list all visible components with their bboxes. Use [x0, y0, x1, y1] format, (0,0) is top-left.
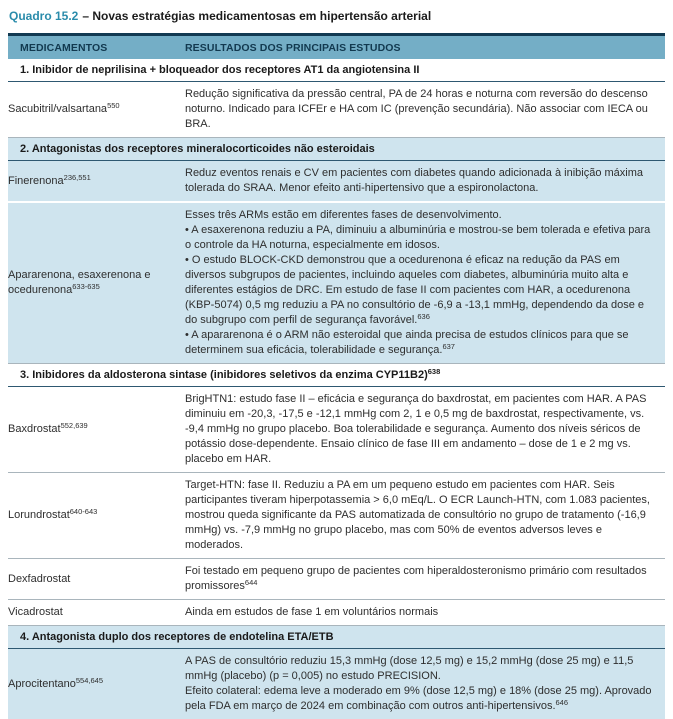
table-body — [8, 59, 665, 719]
drug-result: Target-HTN: fase II. Reduziu a PA em um pequeno estudo em pacientes com HAR. Seis participantes tiveram hiperpotassemia > 6,0 mEq/L. O ECR Launch-HTN, com 1.083 pacientes, mostrou queda significante da PAS automatizada de consultório no grupo de tratamento (-16,9 mmHg) vs. -7,9 mmHg no grupo placebo, mas com 50% de eventos adversos leves e moderados. — [185, 473, 665, 559]
drug-name: Sacubitril/valsartana$^{550}$ — [8, 82, 185, 138]
drug-name: Aprocitentano$^{554,645}$ — [8, 649, 185, 719]
table-header — [8, 35, 665, 60]
drug-result: Reduz eventos renais e CV em pacientes com diabetes quando adicionada à inibição máxima tolerada do SRAA. Menor efeito anti-hipertensivo que a espironolactona. — [185, 161, 665, 203]
drug-result: Ainda em estudos de fase 1 em voluntários normais — [185, 600, 665, 626]
section-title: 3. Inibidores da aldosterona sintase (inibidores seletivos da enzima CYP11B2)$^{638}$ — [8, 364, 665, 387]
table-row — [8, 473, 665, 559]
drug-name: Baxdrostat$^{552,639}$ — [8, 387, 185, 473]
table-row — [8, 387, 665, 473]
drug-strategies-table — [8, 33, 665, 719]
column-header-resultados: RESULTADOS DOS PRINCIPAIS ESTUDOS — [185, 35, 665, 60]
table-row — [8, 559, 665, 600]
drug-result: Foi testado em pequeno grupo de pacientes com hiperaldosteronismo primário com resultados promissores$^{644}$ — [185, 559, 665, 600]
drug-result: A PAS de consultório reduziu 15,3 mmHg (dose 12,5 mg) e 15,2 mmHg (dose 25 mg) e 11,5 mmHg (placebo) (p = 0,005) no estudo PRECISION. Efeito colateral: edema leve a moderado em 9% (dose 12,5 mg) e 18% (dose 25 mg). Aprovado pela FDA em março de 2024 em combinação com outros anti-hipertensivos.$^{646}$ — [185, 649, 665, 719]
column-header-medicamentos: MEDICAMENTOS — [8, 35, 185, 60]
table-row — [8, 82, 665, 138]
table-title-text: – Novas estratégias medicamentosas em hipertensão arterial — [82, 9, 431, 23]
drug-name: Dexfadrostat — [8, 559, 185, 600]
section-title: 2. Antagonistas dos receptores mineralocorticoides não esteroidais — [8, 138, 665, 161]
table-row — [8, 202, 665, 364]
drug-result: BrigHTN1: estudo fase II – eficácia e segurança do baxdrostat, em pacientes com HAR. A PAS diminuiu em -20,3, -17,5 e -12,1 mmHg com 2, 1 e 0,5 mg de baxdrostat, respectivamente, vs. -9,4 mmHg no grupo placebo. Boa tolerabilidade e segurança. Aumento dos níveis séricos de potássio dose-dependente. Ensaio clínico de fase III em andamento – dose de 1 e 2 mg vs. placebo em HAR. — [185, 387, 665, 473]
drug-name: Apararenona, esaxerenona e ocedurenona$^{633-635}$ — [8, 202, 185, 364]
table-row — [8, 649, 665, 719]
drug-name: Lorundrostat$^{640-643}$ — [8, 473, 185, 559]
section-title: 1. Inibidor de neprilisina + bloqueador dos receptores AT1 da angiotensina II — [8, 59, 665, 82]
section-header-row — [8, 138, 665, 161]
table-header-row — [8, 35, 665, 60]
table-number: Quadro 15.2 — [9, 9, 78, 23]
section-header-row — [8, 364, 665, 387]
drug-result: Esses três ARMs estão em diferentes fases de desenvolvimento. • A esaxerenona reduziu a PA, diminuiu a albuminúria e mostrou-se bem tolerada e efetiva para o controle da HA noturna, especialmente em idosos. • O estudo BLOCK-CKD demonstrou que a ocedurenona é eficaz na redução da PAS em diversos subgrupos de pacientes, incluindo aqueles com diabetes, albuminúria muito alta e diferentes estágios de DRC. Em estudo de fase II com pacientes com HAR, a ocedurenona (KBP-5074) 0,5 mg reduziu a PA no consultório de -6,9 a -13,1 mmHg, dependendo da dose e do subgrupo com perfil de segurança favorável.$^{636}$ • A apararenona é o ARM não esteroidal que ainda precisa de estudos clínicos para que se determinem sua eficácia, tolerabilidade e segurança.$^{637}$ — [185, 202, 665, 364]
drug-name: Vicadrostat — [8, 600, 185, 626]
drug-name: Finerenona$^{236,551}$ — [8, 161, 185, 203]
section-header-row — [8, 626, 665, 649]
drug-result: Redução significativa da pressão central, PA de 24 horas e noturna com reversão do descenso noturno. Indicado para ICFEr e HA com IC (prevenção secundária). Não associar com IECA ou BRA. — [185, 82, 665, 138]
table-row — [8, 161, 665, 203]
table-row — [8, 600, 665, 626]
table-title — [8, 6, 665, 23]
section-header-row — [8, 59, 665, 82]
section-title: 4. Antagonista duplo dos receptores de endotelina ETA/ETB — [8, 626, 665, 649]
